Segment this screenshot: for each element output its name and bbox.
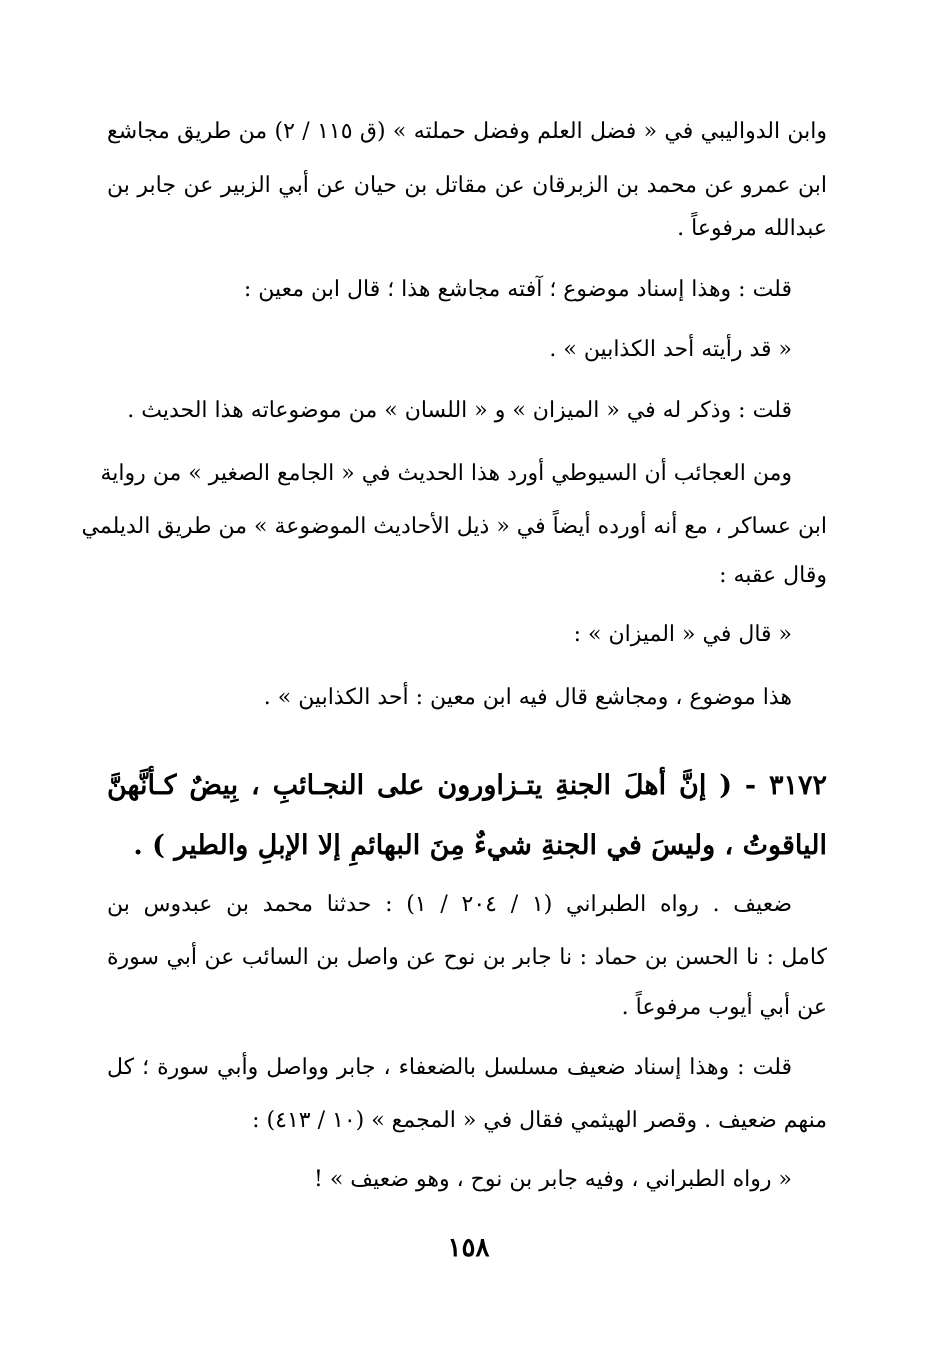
- text-line: « رواه الطبراني ، وفيه جابر بن نوح ، وهو ضعيف » !: [314, 1167, 792, 1192]
- text-line: وقال عقبه :: [719, 563, 827, 588]
- text-line: عن أبي أيوب مرفوعاً .: [621, 995, 827, 1020]
- text-line: قلت : وذكر له في « الميزان » و « اللسان » من موضوعاته هذا الحديث .: [127, 398, 792, 423]
- text-line: وابن الدواليبي في « فضل العلم وفضل حملته » (ق ١١٥ / ٢) من طريق مجاشع: [107, 119, 828, 144]
- text-line: ابن عساكر ، مع أنه أورده أيضاً في « ذيل الأحاديث الموضوعة » من طريق الديلمي: [81, 514, 827, 539]
- hadith-heading: ٣١٧٢ - ( إنَّ أهلَ الجنةِ يتـزاورون على النجـائبِ ، بِيضٌ كـأنَّهنَّ: [107, 770, 827, 801]
- text-line: ابن عمرو عن محمد بن الزبرقان عن مقاتل بن حيان عن أبي الزبير عن جابر بن: [107, 173, 827, 198]
- text-line: « قال في « الميزان » :: [573, 622, 792, 647]
- text-line: هذا موضوع ، ومجاشع قال فيه ابن معين : أحد الكذابين » .: [263, 685, 792, 710]
- text-line: قلت : وهذا إسناد ضعيف مسلسل بالضعفاء ، جابر وواصل وأبي سورة ؛ كل: [107, 1055, 792, 1080]
- text-line: عبدالله مرفوعاً .: [677, 216, 827, 241]
- page-number: ١٥٨: [447, 1233, 490, 1263]
- text-line: ومن العجائب أن السيوطي أورد هذا الحديث في « الجامع الصغير » من رواية: [100, 461, 792, 486]
- text-line: ضعيف . رواه الطبراني (١ / ٢٠٤ / ١) : حدثنا محمد بن عبدوس بن: [107, 892, 793, 917]
- text-line: قلت : وهذا إسناد موضوع ؛ آفته مجاشع هذا ؛ قال ابن معين :: [243, 277, 792, 302]
- text-line: « قد رأيته أحد الكذابين » .: [549, 337, 792, 362]
- hadith-heading: الياقوتُ ، وليسَ في الجنةِ شيءٌ مِنَ البهائمِ إلا الإبلِ والطير ) .: [133, 830, 827, 861]
- text-line: منهم ضعيف . وقصر الهيثمي فقال في « المجمع » (١٠ / ٤١٣) :: [252, 1108, 827, 1133]
- text-line: كامل : نا الحسن بن حماد : نا جابر بن نوح عن واصل بن السائب عن أبي سورة: [107, 945, 827, 970]
